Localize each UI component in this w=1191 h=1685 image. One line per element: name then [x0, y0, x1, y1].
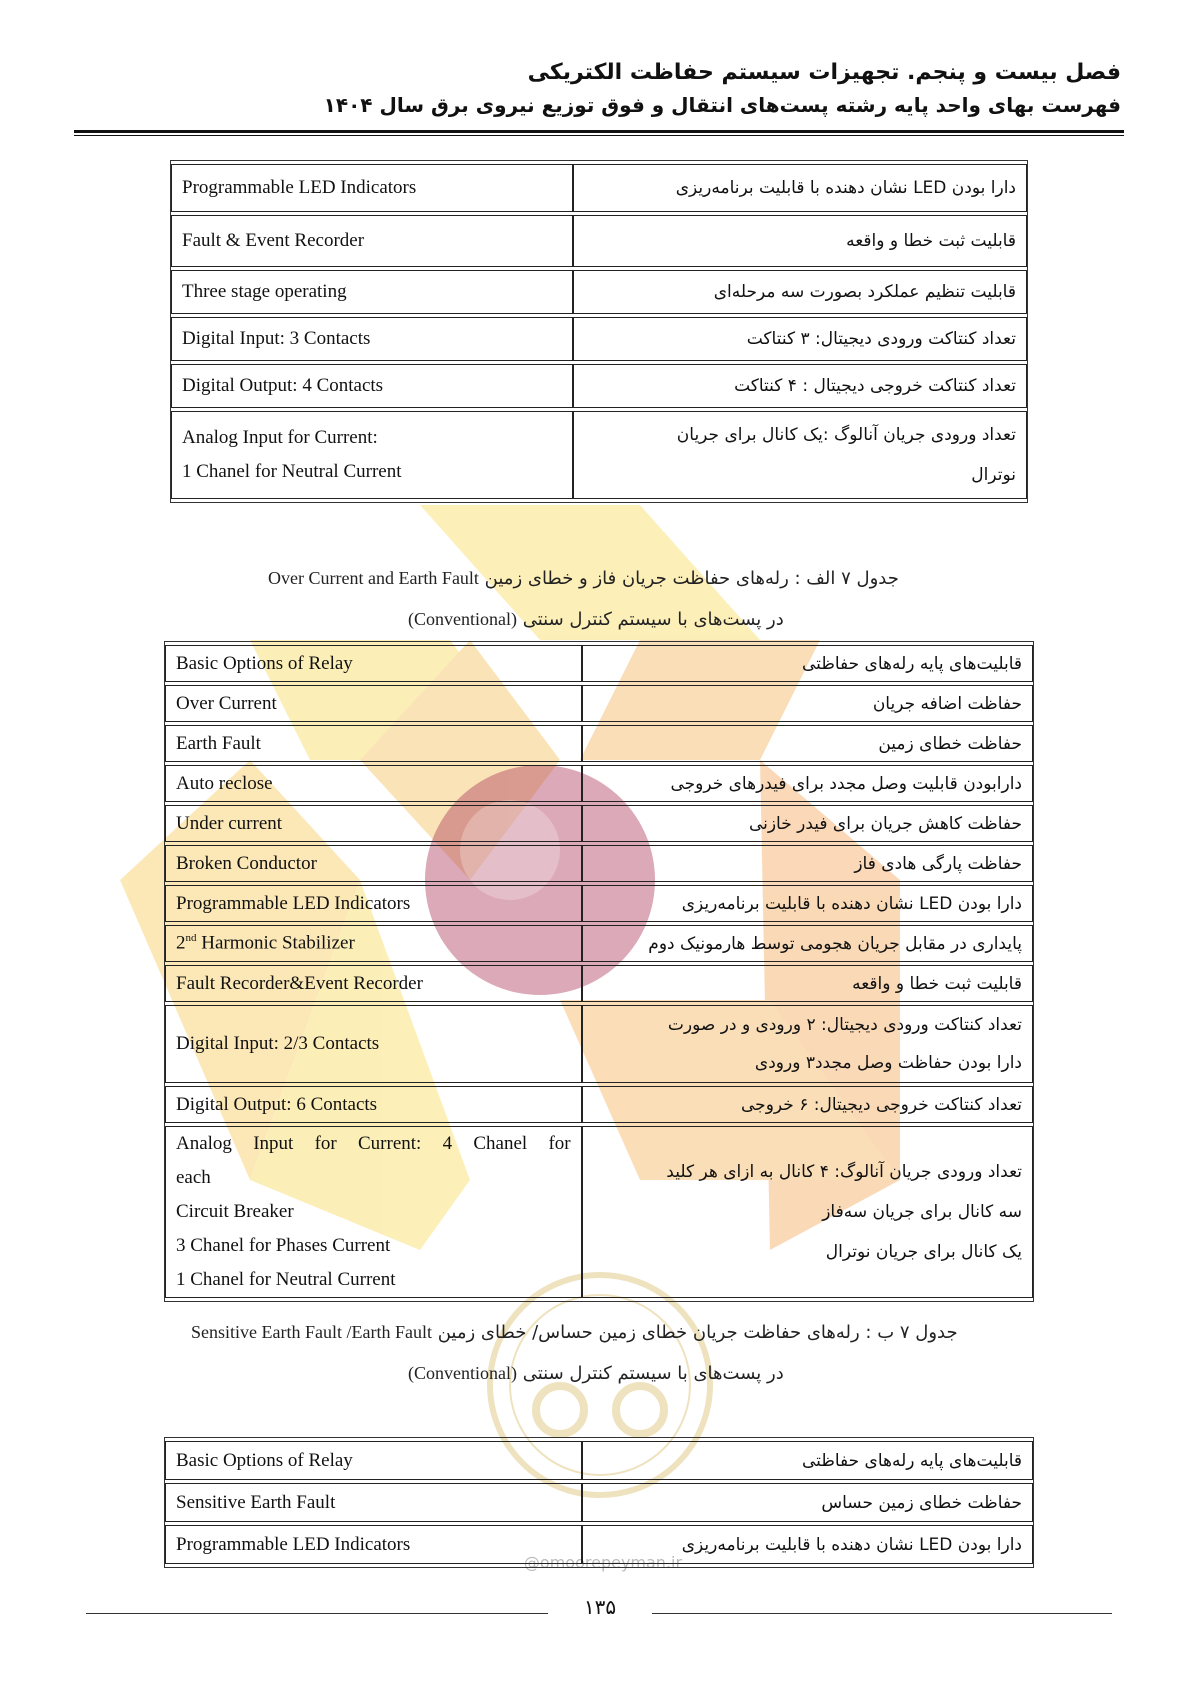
feature-fa-line: سه کانال برای جریان سه‌فاز	[822, 1202, 1022, 1222]
feature-en: Basic Options of Relay	[165, 645, 582, 682]
feature-en: Broken Conductor	[165, 845, 582, 882]
feature-en: Programmable LED Indicators	[165, 1525, 582, 1564]
table-row	[165, 925, 1033, 962]
feature-fa-line: تعداد ورودی جریان آنالوگ :یک کانال برای جریان	[676, 425, 1016, 445]
feature-fa: پایداری در مقابل جریان هجومی توسط هارمونیک دوم	[582, 925, 1033, 962]
feature-fa-line: یک کانال برای جریان نوترال	[825, 1242, 1022, 1262]
header-rule-thick	[74, 130, 1124, 133]
feature-fa	[582, 1126, 1033, 1298]
caption-en: Over Current and Earth Fault	[268, 568, 479, 588]
feature-en: Three stage operating	[171, 270, 573, 314]
table-row	[165, 685, 1033, 722]
page-header	[74, 56, 1121, 120]
table-row	[165, 725, 1033, 762]
feature-en	[171, 411, 573, 499]
feature-en-line: Analog Input for Current: 4 Chanel for each	[176, 1133, 571, 1188]
page-number: ۱۳۵	[583, 1595, 617, 1619]
watermark-text: @omoorepeyman.ir	[523, 1553, 683, 1572]
feature-en: Auto reclose	[165, 765, 582, 802]
feature-fa-line: تعداد کنتاکت ورودی دیجیتال: ۲ ورودی و در صورت	[667, 1015, 1022, 1035]
caption-fa: جدول ۷ الف : رله‌های حفاظت جریان فاز و خطای زمین	[484, 568, 899, 589]
feature-fa: دارا بودن LED نشان دهنده با قابلیت برنامه‌ریزی	[573, 164, 1027, 212]
table-row	[171, 364, 1027, 408]
chapter-title: فصل بیست و پنجم. تجهیزات سیستم حفاظت الکتریکی	[527, 60, 1121, 85]
feature-en: Basic Options of Relay	[165, 1441, 582, 1480]
feature-en: Fault Recorder&Event Recorder	[165, 965, 582, 1002]
feature-fa: دارا بودن LED نشان دهنده با قابلیت برنامه‌ریزی	[582, 1525, 1033, 1564]
overcurrent-earthfault-table	[164, 641, 1034, 1302]
caption-en: (Conventional)	[408, 609, 517, 629]
feature-fa: حفاظت خطای زمین حساس	[582, 1483, 1033, 1522]
feature-fa: حفاظت خطای زمین	[582, 725, 1033, 762]
table-row	[171, 164, 1027, 212]
feature-fa: تعداد کنتاکت خروجی دیجیتال: ۶ خروجی	[582, 1086, 1033, 1123]
caption-fa: در پست‌های با سیستم کنترل سنتی	[522, 1363, 784, 1384]
table-row	[171, 270, 1027, 314]
feature-fa-line: دارا بودن حفاظت وصل مجدد۳ ورودی	[754, 1053, 1022, 1073]
table-row	[171, 411, 1027, 499]
table-row	[171, 317, 1027, 361]
feature-en: Digital Output: 6 Contacts	[165, 1086, 582, 1123]
table-row	[165, 965, 1033, 1002]
feature-fa: دارا بودن LED نشان دهنده با قابلیت برنامه‌ریزی	[582, 885, 1033, 922]
table-row	[165, 885, 1033, 922]
feature-fa: دارابودن قابلیت وصل مجدد برای فیدرهای خروجی	[582, 765, 1033, 802]
feature-en: Under current	[165, 805, 582, 842]
feature-fa-line: نوترال	[971, 465, 1016, 485]
table-caption-b-line2	[408, 1363, 784, 1384]
feature-fa: حفاظت کاهش جریان برای فیدر خازنی	[582, 805, 1033, 842]
feature-fa	[573, 411, 1027, 499]
feature-en	[165, 1126, 582, 1298]
table-row	[165, 1086, 1033, 1123]
caption-fa: جدول ۷ ب : رله‌های حفاظت جریان خطای زمین حساس/ خطای زمین	[437, 1322, 958, 1343]
document-title: فهرست بهای واحد پایه رشته پست‌های انتقال و فوق توزیع نیروی برق سال ۱۴۰۴	[323, 93, 1121, 117]
feature-en-line: Circuit Breaker	[176, 1201, 294, 1222]
caption-en: Sensitive Earth Fault /Earth Fault	[191, 1322, 432, 1342]
harmonic-label: Harmonic Stabilizer	[196, 932, 355, 954]
feature-en: Fault & Event Recorder	[171, 215, 573, 267]
table-row	[165, 765, 1033, 802]
table-row	[165, 1441, 1033, 1480]
feature-en: Programmable LED Indicators	[171, 164, 573, 212]
table-row	[165, 805, 1033, 842]
feature-en-line: 1 Chanel for Neutral Current	[182, 461, 402, 482]
feature-fa: قابلیت تنظیم عملکرد بصورت سه مرحله‌ای	[573, 270, 1027, 314]
feature-fa: تعداد کنتاکت ورودی دیجیتال: ۳ کنتاکت	[573, 317, 1027, 361]
table-row	[165, 1005, 1033, 1083]
caption-en: (Conventional)	[408, 1363, 517, 1383]
feature-en-line: 1 Chanel for Neutral Current	[176, 1269, 396, 1290]
feature-en: Digital Output: 4 Contacts	[171, 364, 573, 408]
feature-en-line: Analog Input for Current:	[182, 427, 378, 448]
feature-en	[165, 925, 582, 962]
feature-en: Programmable LED Indicators	[165, 885, 582, 922]
feature-fa: قابلیت ثبت خطا و واقعه	[573, 215, 1027, 267]
feature-en: Digital Input: 3 Contacts	[171, 317, 573, 361]
feature-fa	[582, 1005, 1033, 1083]
footer-rule-left	[86, 1613, 548, 1614]
table-row	[165, 1126, 1033, 1298]
feature-fa-line: تعداد ورودی جریان آنالوگ: ۴ کانال به ازای هر کلید	[666, 1162, 1022, 1182]
feature-fa: قابلیت‌های پایه رله‌های حفاظتی	[582, 645, 1033, 682]
table-caption-b	[191, 1322, 958, 1343]
harmonic-number: 2	[176, 932, 186, 954]
feature-en: Over Current	[165, 685, 582, 722]
feature-fa: تعداد کنتاکت خروجی دیجیتال : ۴ کنتاکت	[573, 364, 1027, 408]
table-row	[165, 1525, 1033, 1564]
table-row	[165, 845, 1033, 882]
feature-en: Earth Fault	[165, 725, 582, 762]
header-rule-thin	[74, 135, 1124, 136]
feature-fa: قابلیت ثبت خطا و واقعه	[582, 965, 1033, 1002]
feature-en: Digital Input: 2/3 Contacts	[165, 1005, 582, 1083]
caption-fa: در پست‌های با سیستم کنترل سنتی	[522, 609, 784, 630]
table-row	[165, 645, 1033, 682]
feature-fa: حفاظت پارگی هادی فاز	[582, 845, 1033, 882]
table-caption-a	[268, 568, 899, 589]
feature-en: Sensitive Earth Fault	[165, 1483, 582, 1522]
table-row	[171, 215, 1027, 267]
feature-en-line: 3 Chanel for Phases Current	[176, 1235, 391, 1256]
table-row	[165, 1483, 1033, 1522]
sensitive-earthfault-table	[164, 1437, 1034, 1568]
table-caption-a-line2	[408, 609, 784, 630]
harmonic-ordinal: nd	[185, 932, 197, 945]
feature-fa: قابلیت‌های پایه رله‌های حفاظتی	[582, 1441, 1033, 1480]
relay-features-table-continued	[170, 160, 1028, 503]
footer-rule-right	[652, 1613, 1112, 1614]
feature-fa: حفاظت اضافه جریان	[582, 685, 1033, 722]
